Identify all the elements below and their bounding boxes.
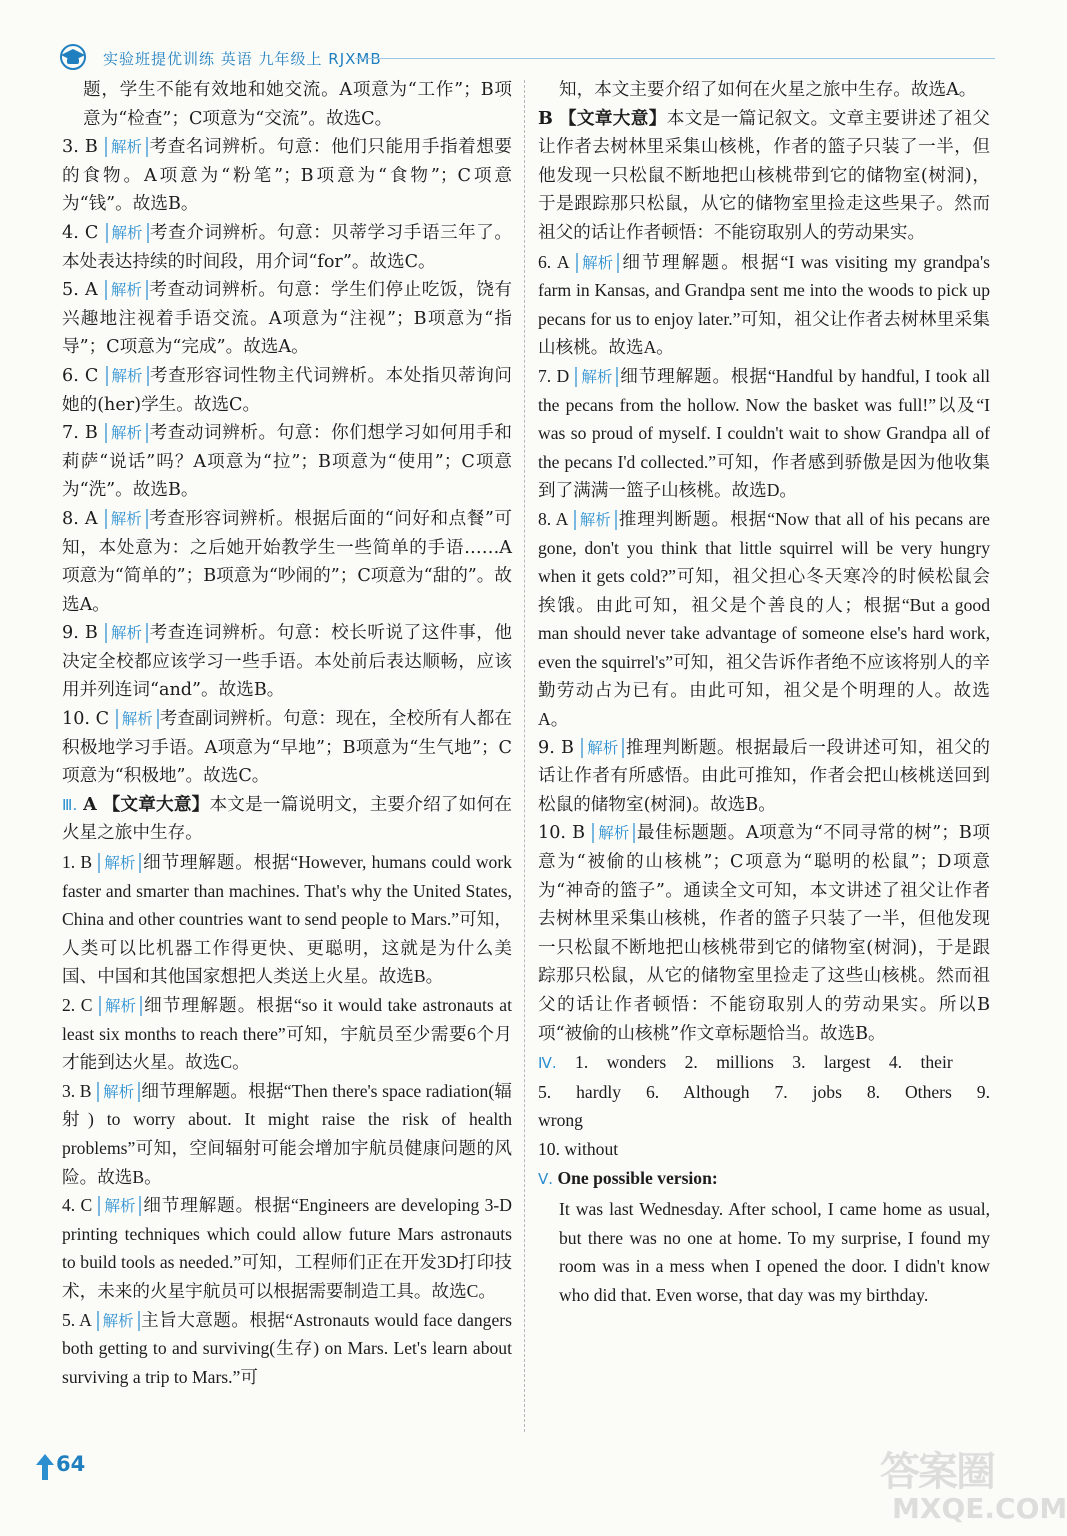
answer-number: 2. C — [62, 995, 93, 1015]
passage-letter: B — [538, 107, 553, 129]
answer-text: 细节理解题。根据“Then there's space radiation(辐射) to worry about. It might raise the risk of health problems”可知，空间辐射可能会增加宇航员健康问题的风险。故选B。 — [62, 1080, 512, 1187]
summary-label: 【文章大意】 — [558, 107, 667, 129]
watermark-top: 答案圈 — [880, 1449, 994, 1495]
summary-text: 本文是一篇说明文，主要介绍了如何在火星之旅中生存。 — [62, 794, 512, 844]
answer-text: 细节理解题。根据“I was visiting my grandpa's farm in Kansas, and Grandpa sent me into the woods to pick up pecans for us to enjoy later.”可知，祖父让作者去树林里采集山核桃。故选A。 — [538, 251, 991, 358]
answer-item — [62, 1306, 512, 1392]
answer-text: 考查形容词辨析。根据后面的“问好和点餐”可知，本处意为：之后她开始教学生一些简单的手语……A项意为“简单的”；B项意为“吵闹的”；C项意为“甜的”。故选A。 — [62, 508, 512, 615]
summary-label: 【文章大意】 — [102, 793, 210, 815]
answer-number: 9. B — [538, 737, 574, 758]
jiexi-tag: 解析 — [105, 623, 148, 643]
jiexi-tag: 解析 — [98, 1196, 141, 1216]
answer-item — [62, 133, 512, 219]
answer-item — [62, 505, 512, 619]
jiexi-tag: 解析 — [106, 366, 149, 386]
answer-text: 推理判断题。根据“Now that all of his pecans are gone, don't you think that little squirrel will be very hungry when it gets cold?”可知，祖父担心冬天寒冷的时候松鼠会挨饿。由此可知，祖父是个善良的人；根据“But a good man should never take advantage of someone else's hard work, even the squirrel's”可知，祖父告诉作者绝不应该将别人的辛勤劳动占为已有。由此可知，祖父是个明理的人。故选A。 — [538, 508, 990, 730]
answer-item — [538, 819, 990, 1048]
answer-text: 考查名词辨析。句意：他们只能用手指着想要的食物。A项意为“粉笔”；B项意为“食物”；C项意为“钱”。故选B。 — [62, 137, 513, 215]
answer-number: 6. A — [538, 251, 569, 272]
answer-number: 3. B — [62, 137, 98, 158]
section-v-heading — [538, 1164, 990, 1194]
jiexi-tag: 解析 — [97, 1082, 140, 1102]
answer-item — [538, 248, 990, 362]
answer-number: 8. A — [538, 508, 568, 529]
answer-number: 10. C — [62, 709, 110, 730]
jiexi-tag: 解析 — [105, 280, 148, 300]
answer-text: 考查动词辨析。句意：你们想学习如何用手和莉萨“说话”吗？A项意为“拉”；B项意为“使用”；C项意为“洗”。故选B。 — [62, 423, 513, 501]
jiexi-tag: 解析 — [99, 996, 142, 1016]
answer-item — [62, 276, 512, 362]
section-label: Ⅳ. — [538, 1054, 557, 1073]
jiexi-tag: 解析 — [105, 509, 148, 529]
answer-text: 考查副词辨析。句意：现在，全校所有人都在积极地学习手语。A项意为“早地”；B项意为“生气地”；C项意为“积极地”。故选C。 — [62, 709, 512, 787]
answer-item — [62, 705, 512, 791]
answer-item — [538, 505, 990, 734]
answer-number: 3. B — [62, 1080, 92, 1101]
sample-essay: It was last Wednesday. After school, I came home as usual, but there was no one at home. To my surprise, I found my room was in a mess when I opened the door. I didn't know who did that. Even worse, that day was my birthday. — [559, 1199, 990, 1305]
answer-text: 考查连词辨析。句意：校长听说了这件事，他决定全校都应该学习一些手语。本处前后表达顺畅，应该用并列连词“and”。故选B。 — [62, 623, 513, 701]
section-iv-answers — [538, 1048, 990, 1078]
section-iii-summary — [62, 791, 512, 848]
answer-item — [538, 362, 990, 505]
passage-letter: A — [83, 793, 97, 815]
jiexi-tag: 解析 — [106, 223, 149, 243]
answer-line: 10. without — [538, 1138, 619, 1159]
answer-item — [62, 419, 512, 505]
version-heading: One possible version: — [557, 1167, 718, 1188]
section-label: Ⅲ. — [62, 795, 78, 814]
answer-text: 考查形容词性物主代词辨析。本处指贝蒂询问她的(her)学生。故选C。 — [62, 365, 512, 415]
jiexi-tag: 解析 — [105, 423, 148, 443]
answer-text: 推理判断题。根据最后一段讲述可知，祖父的话让作者有所感悟。由此可推知，作者会把山核桃送回到松鼠的储物室(树洞)。故选B。 — [538, 737, 990, 815]
arrow-up-icon — [36, 1454, 54, 1480]
answer-number: 10. B — [538, 823, 586, 844]
answer-number: 9. B — [62, 623, 98, 644]
answer-number: 8. A — [62, 508, 98, 529]
page-number-text: 64 — [56, 1452, 86, 1476]
summary-text: 本文是一篇记叙文。文章主要讲述了祖父让作者去树林里采集山核桃，作者的篮子只装了一半，但他发现一只松鼠不断地把山核桃带到它的储物室(树洞)，于是跟踪那只松鼠，从它的储物室里捡走这些果子。然而祖父的话让作者顿悟：不能窃取别人的劳动果实。 — [538, 108, 990, 243]
answer-text: 考查动词辨析。句意：学生们停止吃饭，饶有兴趣地注视着手语交流。A项意为“注视”；B项意为“指导”；C项意为“完成”。故选A。 — [62, 280, 512, 358]
answer-number: 7. B — [62, 423, 98, 444]
answer-text: 考查介词辨析。句意：贝蒂学习手语三年了。本处表达持续的时间段，用介词“for”。故选C。 — [62, 222, 512, 272]
answer-number: 4. C — [62, 222, 99, 243]
answer-item — [62, 1191, 512, 1305]
jiexi-tag: 解析 — [575, 367, 618, 387]
answer-text: 最佳标题题。A项意为“不同寻常的树”；B项意为“被偷的山核桃”；C项意为“聪明的松鼠”；D项意为“神奇的篮子”。通读全文可知，本文讲述了祖父让作者去树林里采集山核桃，作者的篮子只装了一半，但他发现一只松鼠不断地把山核桃带到它的储物室(树洞)，于是跟踪那只松鼠，从它的储物室里捡走了这些山核桃。然而祖父的话让作者顿悟：不能窃取别人的劳动果实。所以B项“被偷的山核桃”作文章标题恰当。故选B。 — [538, 823, 990, 1044]
section-label: Ⅴ. — [538, 1169, 554, 1188]
answer-number: 7. D — [538, 365, 570, 386]
answer-number: 1. B — [62, 852, 93, 873]
answer-number: 5. A — [62, 280, 98, 301]
jiexi-tag: 解析 — [592, 823, 635, 843]
section-b-summary — [538, 105, 990, 248]
answer-text: 细节理解题。根据“However, humans could work faster and smarter than machines. That's why the United States, China and other countries want to send people to Mars.”可知，人类可以比机器工作得更快、更聪明，这就是为什么美国、中国和其他国家想把人类送上火星。故选B。 — [62, 852, 512, 987]
answer-text: 细节理解题。根据“so it would take astronauts at least six months to reach there”可知，宇航员至少需要6个月才能到达火星。故选C。 — [62, 995, 512, 1073]
answer-number: 4. C — [62, 1195, 93, 1216]
jiexi-tag: 解析 — [581, 738, 624, 758]
answer-continuation: 题，学生不能有效地和她交流。A项意为“工作”；B项意为“检查”；C项意为“交流”。故选C。 — [83, 80, 512, 129]
right-column — [538, 76, 990, 1310]
answer-text: 主旨大意题。根据“Astronauts would face dangers both getting to and surviving(生存) on Mars. Let's learn about surviving a trip to Mars.”可 — [62, 1309, 512, 1387]
jiexi-tag: 解析 — [105, 137, 148, 157]
watermark-bottom: MXQE.COM — [892, 1492, 1067, 1525]
page-header — [55, 44, 995, 72]
answer-line: 5. hardly 6. Although 7. jobs 8. Others 9. wrong — [538, 1081, 990, 1131]
answer-number: 6. C — [62, 365, 99, 386]
left-column — [62, 76, 512, 1391]
jiexi-tag: 解析 — [574, 510, 617, 530]
answer-line: 1. wonders 2. millions 3. largest 4. their — [575, 1052, 953, 1073]
watermark-logo — [880, 1440, 1067, 1530]
graduation-cap-icon — [55, 44, 91, 70]
answer-item — [62, 619, 512, 705]
answer-text: 细节理解题。根据“Engineers are developing 3-D printing techniques which could allow future Mars astronauts to build tools as needed.”可知，工程师们正在开发3D打印技术，未来的火星宇航员可以根据需要制造工具。故选C。 — [62, 1195, 512, 1301]
jiexi-tag: 解析 — [97, 1311, 140, 1331]
answer-text: 细节理解题。根据“Handful by handful, I took all the pecans from the hollow. Now the basket was full!”以及“I was so proud of myself. I couldn't wait to show Grandpa all of the pecans I'd collected.”可知，作者感到骄傲是因为他收集到了满满一篮子山核桃。故选D。 — [538, 365, 990, 501]
jiexi-tag: 解析 — [576, 253, 619, 273]
answer-continuation: 知，本文主要介绍了如何在火星之旅中生存。故选A。 — [559, 80, 977, 100]
header-rule — [355, 58, 995, 59]
answer-number: 5. A — [62, 1309, 91, 1330]
column-divider — [524, 80, 525, 1432]
page-number — [36, 1452, 96, 1484]
answer-item — [62, 362, 512, 419]
answer-item — [62, 219, 512, 276]
jiexi-tag: 解析 — [98, 853, 141, 873]
answer-item — [62, 991, 512, 1077]
jiexi-tag: 解析 — [116, 709, 159, 729]
answer-item — [538, 734, 990, 820]
header-title: 实验班提优训练 英语 九年级上 RJXMB — [103, 50, 382, 68]
answer-item — [62, 848, 512, 991]
answer-item — [62, 1077, 512, 1191]
